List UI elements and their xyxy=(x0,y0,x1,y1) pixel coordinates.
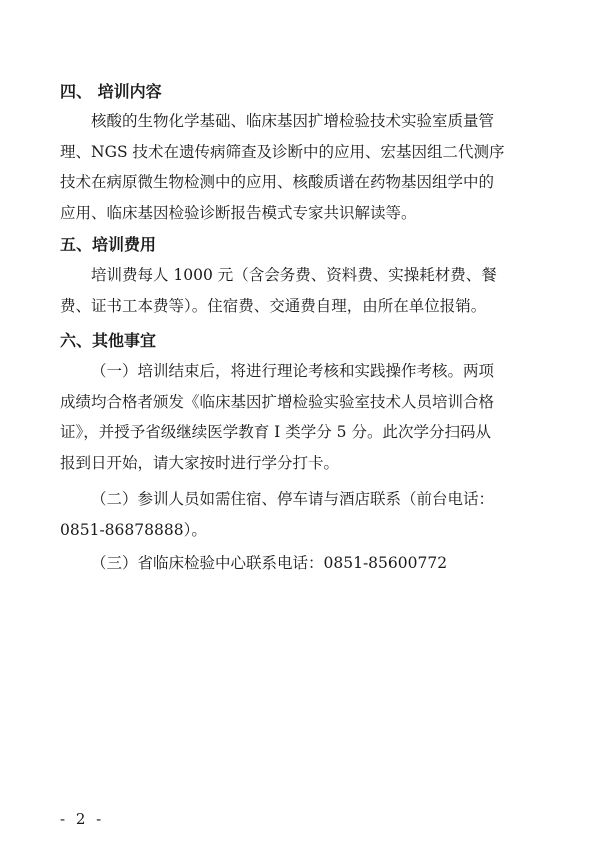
section-paragraph-training-content xyxy=(60,106,556,228)
text-line: 应用、临床基因检验诊断报告模式专家共识解读等。 xyxy=(60,203,417,222)
text-line: （三）省临床检验中心联系电话：0851-85600772 xyxy=(91,554,448,572)
section-heading-training-content: 四、 培训内容 xyxy=(60,82,162,101)
text-line: （一）培训结束后，将进行理论考核和实践操作考核。两项 xyxy=(91,362,495,380)
text-line: 证》，并授予省级继续医学教育 I 类学分 5 分。此次学分扫码从 xyxy=(60,423,491,441)
section-paragraph-item-3 xyxy=(60,548,556,579)
text-line: 培训费每人 1000 元（含会务费、资料费、实操耗材费、餐 xyxy=(91,266,497,284)
text-line: 0851-86878888）。 xyxy=(60,520,207,539)
text-line: 成绩均合格者颁发《临床基因扩增检验实验室技术人员培训合格 xyxy=(60,392,495,411)
section-heading-other-matters: 六、其他事宜 xyxy=(60,331,157,350)
text-line: 报到日开始，请大家按时进行学分打卡。 xyxy=(60,453,340,472)
section-paragraph-training-fee xyxy=(60,260,556,321)
text-line: 核酸的生物化学基础、临床基因扩增检验技术实验室质量管 xyxy=(91,112,495,130)
text-line: 技术在病原微生物检测中的应用、核酸质谱在药物基因组学中的 xyxy=(60,173,495,191)
section-paragraph-item-1 xyxy=(60,356,556,478)
page-number: - 2 - xyxy=(60,810,105,828)
text-line: 费、证书工本费等）。住宿费、交通费自理，由所在单位报销。 xyxy=(60,296,487,315)
text-line: 理、NGS 技术在遗传病筛查及诊断中的应用、宏基因组二代测序 xyxy=(60,142,505,161)
section-heading-training-fee: 五、培训费用 xyxy=(60,235,157,254)
section-paragraph-item-2 xyxy=(60,484,556,545)
text-line: （二）参训人员如需住宿、停车请与酒店联系（前台电话： xyxy=(91,490,495,508)
